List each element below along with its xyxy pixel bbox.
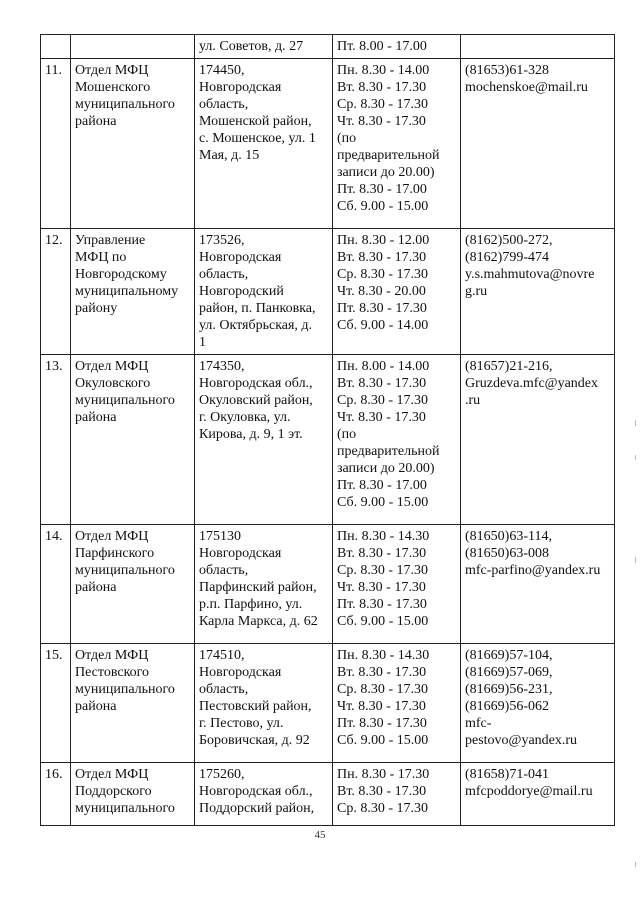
hours-cell bbox=[333, 229, 461, 355]
address-line: Боровичская, д. 92 bbox=[199, 733, 310, 748]
hours-line: Ср. 8.30 - 17.30 bbox=[337, 801, 428, 816]
address-cell bbox=[195, 525, 333, 644]
row-number: 13. bbox=[45, 359, 63, 374]
hours-line: Пн. 8.00 - 14.00 bbox=[337, 359, 430, 374]
address-line: Пестовский район, bbox=[199, 699, 312, 714]
office-name-cell bbox=[71, 644, 195, 763]
address-line: Поддорский район, bbox=[199, 801, 315, 816]
hours-line: Пт. 8.30 - 17.00 bbox=[337, 478, 427, 493]
address-line: район, п. Панковка, bbox=[199, 301, 316, 316]
hours-line: Сб. 9.00 - 14.00 bbox=[337, 318, 429, 333]
address-line: 175260, bbox=[199, 767, 245, 782]
address-line: 174510, bbox=[199, 648, 245, 663]
row-number-cell bbox=[41, 525, 71, 644]
offices-table bbox=[40, 34, 615, 826]
address-line: г. Окуловка, ул. bbox=[199, 410, 291, 425]
address-cell bbox=[195, 763, 333, 826]
hours-line: Вт. 8.30 - 17.30 bbox=[337, 665, 427, 680]
address-line: 175130 bbox=[199, 529, 241, 544]
row-number: 16. bbox=[45, 767, 63, 782]
address-line: Новгородский bbox=[199, 284, 284, 299]
table-row bbox=[41, 763, 615, 826]
address-cell bbox=[195, 355, 333, 525]
address-line: Карла Маркса, д. 62 bbox=[199, 614, 318, 629]
address-line: Мая, д. 15 bbox=[199, 148, 260, 163]
contact-line: mfc- bbox=[465, 716, 492, 731]
office-name-line: Новгородскому bbox=[75, 267, 167, 282]
hours-line: Пт. 8.30 - 17.00 bbox=[337, 182, 427, 197]
contact-line: g.ru bbox=[465, 284, 488, 299]
contact-line: (81650)63-008 bbox=[465, 546, 549, 561]
address-line: Новгородская bbox=[199, 250, 282, 265]
contacts-cell bbox=[461, 644, 615, 763]
hours-line: Пн. 8.30 - 14.00 bbox=[337, 63, 430, 78]
office-name-line: муниципального bbox=[75, 393, 175, 408]
contact-line: Gruzdeva.mfc@yandex bbox=[465, 376, 598, 391]
hours-line: Вт. 8.30 - 17.30 bbox=[337, 250, 427, 265]
office-name-cell bbox=[71, 59, 195, 229]
contact-line: mfcpoddorye@mail.ru bbox=[465, 784, 593, 799]
hours-line: Пн. 8.30 - 14.30 bbox=[337, 529, 430, 544]
hours-line: предварительной bbox=[337, 444, 440, 459]
office-name-line: района bbox=[75, 410, 117, 425]
office-name-line: Отдел МФЦ bbox=[75, 529, 149, 544]
hours-line: Чт. 8.30 - 20.00 bbox=[337, 284, 426, 299]
contact-line: (81669)57-069, bbox=[465, 665, 553, 680]
hours-line: Чт. 8.30 - 17.30 bbox=[337, 410, 426, 425]
address-line: область, bbox=[199, 563, 249, 578]
row-number: 11. bbox=[45, 63, 62, 78]
contact-line: (8162)799-474 bbox=[465, 250, 549, 265]
office-name-line: муниципального bbox=[75, 801, 175, 816]
hours-cell bbox=[333, 59, 461, 229]
hours-line: записи до 20.00) bbox=[337, 165, 435, 180]
hours-line: Чт. 8.30 - 17.30 bbox=[337, 699, 426, 714]
table-row bbox=[41, 59, 615, 229]
contact-line: (81669)57-104, bbox=[465, 648, 553, 663]
hours-line: Вт. 8.30 - 17.30 bbox=[337, 80, 427, 95]
address-cell bbox=[195, 229, 333, 355]
hours-line: Чт. 8.30 - 17.30 bbox=[337, 580, 426, 595]
contact-line: (81658)71-041 bbox=[465, 767, 549, 782]
hours-line: Сб. 9.00 - 15.00 bbox=[337, 733, 429, 748]
address-line: Новгородская bbox=[199, 665, 282, 680]
row-number-cell bbox=[41, 355, 71, 525]
address-line: 174350, bbox=[199, 359, 245, 374]
hours-cell bbox=[333, 35, 461, 59]
address-line: Новгородская bbox=[199, 80, 282, 95]
contacts-cell bbox=[461, 525, 615, 644]
table-row bbox=[41, 644, 615, 763]
hours-line: Ср. 8.30 - 17.30 bbox=[337, 267, 428, 282]
table-row bbox=[41, 355, 615, 525]
offices-table-body bbox=[41, 35, 615, 826]
address-line: Новгородская обл., bbox=[199, 784, 313, 799]
office-name-line: Пестовского bbox=[75, 665, 150, 680]
page-number: 45 bbox=[314, 829, 326, 841]
address-line: Окуловский район, bbox=[199, 393, 313, 408]
office-name-line: муниципального bbox=[75, 682, 175, 697]
office-name-line: района bbox=[75, 580, 117, 595]
row-number: 14. bbox=[45, 529, 63, 544]
address-line: 174450, bbox=[199, 63, 245, 78]
office-name-line: Окуловского bbox=[75, 376, 151, 391]
hours-line: Вт. 8.30 - 17.30 bbox=[337, 546, 427, 561]
office-name-line: МФЦ по bbox=[75, 250, 127, 265]
address-line: ул. Советов, д. 27 bbox=[199, 39, 304, 54]
row-number: 15. bbox=[45, 648, 63, 663]
office-name-line: района bbox=[75, 699, 117, 714]
hours-line: Ср. 8.30 - 17.30 bbox=[337, 682, 428, 697]
hours-line: предварительной bbox=[337, 148, 440, 163]
row-number-cell bbox=[41, 229, 71, 355]
office-name-line: Поддорского bbox=[75, 784, 152, 799]
contact-line: (81657)21-216, bbox=[465, 359, 553, 374]
contact-line: (81653)61-328 bbox=[465, 63, 549, 78]
address-line: г. Пестово, ул. bbox=[199, 716, 284, 731]
office-name-line: Отдел МФЦ bbox=[75, 648, 149, 663]
row-number-cell bbox=[41, 35, 71, 59]
office-name-line: муниципального bbox=[75, 563, 175, 578]
address-line: 173526, bbox=[199, 233, 245, 248]
contact-line: mfc-parfino@yandex.ru bbox=[465, 563, 601, 578]
hours-line: Пн. 8.30 - 17.30 bbox=[337, 767, 430, 782]
hours-line: Сб. 9.00 - 15.00 bbox=[337, 199, 429, 214]
hours-line: Чт. 8.30 - 17.30 bbox=[337, 114, 426, 129]
address-line: Кирова, д. 9, 1 эт. bbox=[199, 427, 303, 442]
contact-line: (8162)500-272, bbox=[465, 233, 553, 248]
hours-cell bbox=[333, 525, 461, 644]
office-name-line: району bbox=[75, 301, 118, 316]
hours-line: Ср. 8.30 - 17.30 bbox=[337, 393, 428, 408]
contact-line: (81650)63-114, bbox=[465, 529, 552, 544]
address-line: ул. Октябрьская, д. bbox=[199, 318, 313, 333]
address-line: р.п. Парфино, ул. bbox=[199, 597, 303, 612]
hours-line: Сб. 9.00 - 15.00 bbox=[337, 614, 429, 629]
table-row bbox=[41, 525, 615, 644]
scan-edge-mark bbox=[635, 455, 636, 460]
hours-line: Пт. 8.30 - 17.30 bbox=[337, 301, 427, 316]
row-number-cell bbox=[41, 763, 71, 826]
contacts-cell bbox=[461, 355, 615, 525]
hours-line: Пт. 8.30 - 17.30 bbox=[337, 716, 427, 731]
hours-line: записи до 20.00) bbox=[337, 461, 435, 476]
contact-line: (81669)56-231, bbox=[465, 682, 553, 697]
address-line: Новгородская bbox=[199, 546, 282, 561]
office-name-cell bbox=[71, 229, 195, 355]
hours-cell bbox=[333, 644, 461, 763]
hours-line: Вт. 8.30 - 17.30 bbox=[337, 784, 427, 799]
address-line: 1 bbox=[199, 335, 206, 350]
office-name-line: муниципального bbox=[75, 97, 175, 112]
hours-line: (по bbox=[337, 427, 357, 442]
office-name-line: Отдел МФЦ bbox=[75, 63, 149, 78]
row-number: 12. bbox=[45, 233, 63, 248]
address-line: с. Мошенское, ул. 1 bbox=[199, 131, 316, 146]
hours-line: Пт. 8.00 - 17.00 bbox=[337, 39, 427, 54]
hours-line: Сб. 9.00 - 15.00 bbox=[337, 495, 429, 510]
contacts-cell bbox=[461, 59, 615, 229]
office-name-cell bbox=[71, 35, 195, 59]
contacts-cell bbox=[461, 229, 615, 355]
contacts-cell bbox=[461, 763, 615, 826]
hours-line: (по bbox=[337, 131, 357, 146]
address-cell bbox=[195, 35, 333, 59]
address-cell bbox=[195, 59, 333, 229]
office-name-cell bbox=[71, 525, 195, 644]
contact-line: y.s.mahmutova@novre bbox=[465, 267, 595, 282]
hours-cell bbox=[333, 763, 461, 826]
address-line: Новгородская обл., bbox=[199, 376, 313, 391]
row-number-cell bbox=[41, 644, 71, 763]
table-row bbox=[41, 35, 615, 59]
office-name-cell bbox=[71, 355, 195, 525]
contacts-cell bbox=[461, 35, 615, 59]
contact-line: pestovo@yandex.ru bbox=[465, 733, 578, 748]
office-name-line: Отдел МФЦ bbox=[75, 767, 149, 782]
contact-line: .ru bbox=[465, 393, 481, 408]
hours-line: Пт. 8.30 - 17.30 bbox=[337, 597, 427, 612]
contact-line: mochenskoe@mail.ru bbox=[465, 80, 588, 95]
office-name-line: Парфинского bbox=[75, 546, 155, 561]
address-line: Мошенской район, bbox=[199, 114, 312, 129]
hours-cell bbox=[333, 355, 461, 525]
table-row bbox=[41, 229, 615, 355]
hours-line: Ср. 8.30 - 17.30 bbox=[337, 563, 428, 578]
hours-line: Ср. 8.30 - 17.30 bbox=[337, 97, 428, 112]
address-line: область, bbox=[199, 97, 249, 112]
hours-line: Вт. 8.30 - 17.30 bbox=[337, 376, 427, 391]
address-line: Парфинский район, bbox=[199, 580, 317, 595]
office-name-line: Отдел МФЦ bbox=[75, 359, 149, 374]
office-name-line: района bbox=[75, 114, 117, 129]
address-line: область, bbox=[199, 682, 249, 697]
address-line: область, bbox=[199, 267, 249, 282]
address-cell bbox=[195, 644, 333, 763]
hours-line: Пн. 8.30 - 12.00 bbox=[337, 233, 430, 248]
scan-edge-mark bbox=[635, 862, 636, 867]
office-name-line: Мошенского bbox=[75, 80, 151, 95]
row-number-cell bbox=[41, 59, 71, 229]
hours-line: Пн. 8.30 - 14.30 bbox=[337, 648, 430, 663]
scan-edge-mark bbox=[635, 557, 636, 563]
office-name-cell bbox=[71, 763, 195, 826]
office-name-line: муниципальному bbox=[75, 284, 179, 299]
office-name-line: Управление bbox=[75, 233, 146, 248]
scan-edge-mark bbox=[635, 420, 636, 426]
contact-line: (81669)56-062 bbox=[465, 699, 549, 714]
